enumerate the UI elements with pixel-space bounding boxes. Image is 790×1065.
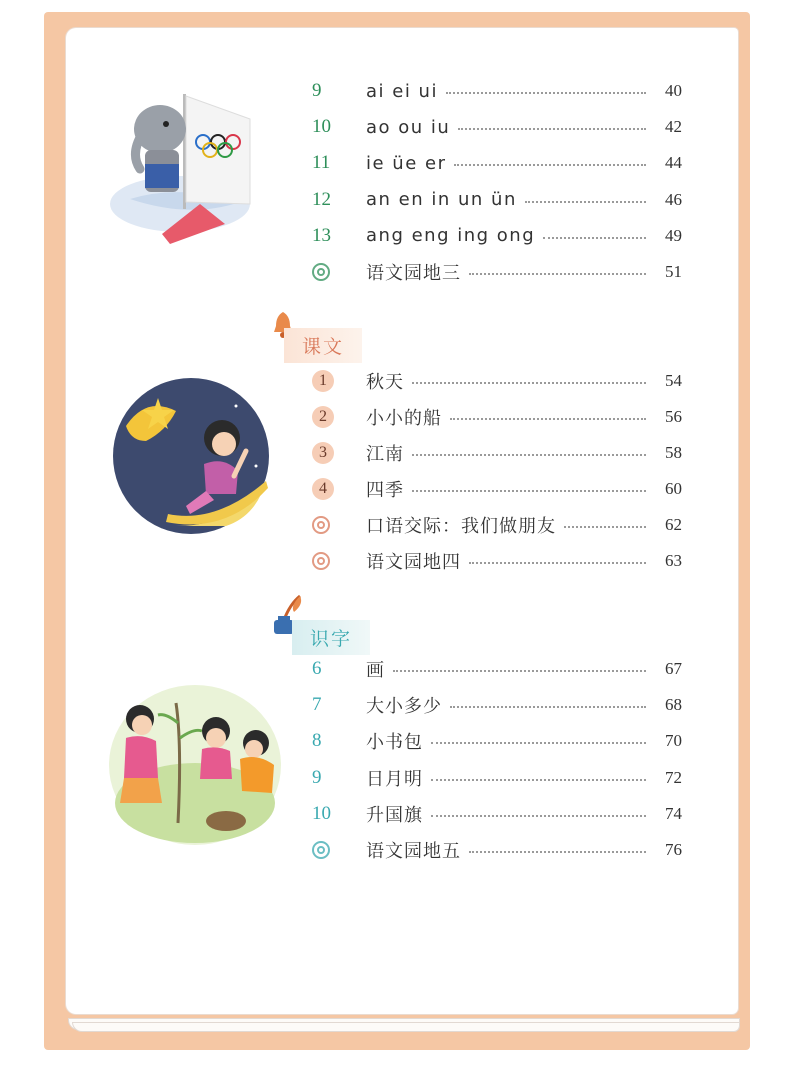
- toc-title: 江南: [366, 444, 404, 465]
- toc-row[interactable]: [312, 763, 682, 793]
- toc-row[interactable]: [312, 799, 682, 829]
- toc-page-number: 60: [665, 479, 682, 498]
- toc-row[interactable]: [312, 112, 682, 142]
- toc-title: ang eng ing ong: [366, 225, 536, 247]
- toc-number: 8: [312, 730, 322, 752]
- toc-page-number: 54: [665, 371, 682, 390]
- toc-number: [312, 370, 364, 392]
- toc-page-number: 62: [665, 515, 682, 534]
- section-label-shizi: 识字: [292, 620, 370, 655]
- toc-title: 秋天: [366, 372, 404, 393]
- dot-leader: [469, 273, 646, 275]
- toc-page-number: 63: [665, 551, 682, 570]
- toc-page-number: 58: [665, 443, 682, 462]
- dot-leader: [469, 562, 646, 564]
- toc-page-number: 70: [665, 731, 682, 751]
- double-circle-icon: [312, 263, 330, 281]
- toc-row[interactable]: [312, 402, 682, 432]
- toc-page-number: 76: [665, 840, 682, 859]
- toc-row[interactable]: [312, 221, 682, 251]
- toc-page-number: 67: [665, 659, 682, 678]
- toc-number: [312, 442, 364, 464]
- toc-row[interactable]: [312, 654, 682, 684]
- dot-leader: [543, 237, 646, 239]
- toc-title: ao ou iu: [366, 116, 451, 138]
- dot-leader: [431, 779, 646, 781]
- number-badge: 4: [312, 478, 334, 500]
- toc-title: 语文园地四: [366, 552, 461, 573]
- double-circle-icon: [312, 552, 330, 570]
- toc-page-number: 74: [665, 803, 682, 823]
- toc-row[interactable]: [312, 438, 682, 468]
- elephant-sailboat-illustration: [100, 84, 270, 244]
- number-badge: 3: [312, 442, 334, 464]
- number-badge: 2: [312, 406, 334, 428]
- toc-title: 语文园地三: [366, 263, 461, 284]
- toc-title: 大小多少: [366, 696, 442, 718]
- toc-page-number: 49: [665, 225, 682, 245]
- section-label-kewen: 课文: [284, 328, 362, 363]
- toc-number: 10: [312, 116, 331, 138]
- toc-row[interactable]: [312, 366, 682, 396]
- toc-title: 四季: [366, 480, 404, 501]
- dot-leader: [412, 382, 646, 384]
- double-circle-icon: [312, 516, 330, 534]
- toc-number: 9: [312, 766, 322, 788]
- toc-number: [312, 478, 364, 500]
- toc-title: 语文园地五: [366, 841, 461, 862]
- toc-title: 小小的船: [366, 408, 442, 429]
- dot-leader: [412, 490, 646, 492]
- toc-number: 7: [312, 694, 322, 716]
- moon-girl-illustration: [106, 376, 276, 536]
- dot-leader: [412, 454, 646, 456]
- dot-leader: [454, 164, 646, 166]
- toc-title: 小书包: [366, 732, 423, 754]
- toc-page-number: 56: [665, 407, 682, 426]
- toc-number: 12: [312, 188, 331, 210]
- children-planting-illustration: [106, 683, 284, 848]
- dot-leader: [564, 526, 646, 528]
- toc-page-number: 51: [665, 262, 682, 281]
- toc-row[interactable]: [312, 510, 682, 540]
- toc-number: [312, 552, 364, 570]
- dot-leader: [393, 670, 646, 672]
- toc-number: 11: [312, 152, 331, 174]
- toc-row[interactable]: [312, 835, 682, 865]
- dot-leader: [431, 815, 646, 817]
- toc-number: 13: [312, 224, 331, 246]
- toc-title: 画: [366, 660, 385, 681]
- toc-row[interactable]: [312, 148, 682, 178]
- dot-leader: [450, 418, 646, 420]
- toc-row[interactable]: [312, 474, 682, 504]
- toc-page-number: 40: [665, 81, 682, 100]
- dot-leader: [450, 706, 646, 708]
- double-circle-icon: [312, 841, 330, 859]
- dot-leader: [458, 128, 646, 130]
- toc-number: [312, 841, 364, 859]
- toc-page-number: 72: [665, 767, 682, 787]
- toc-number: 6: [312, 658, 322, 679]
- toc-page-number: 46: [665, 189, 682, 209]
- dot-leader: [525, 201, 646, 203]
- toc-title: an en in un ün: [366, 189, 517, 211]
- dot-leader: [431, 742, 646, 744]
- toc-number: 9: [312, 80, 322, 101]
- toc-row[interactable]: [312, 690, 682, 720]
- toc-number: [312, 516, 364, 534]
- toc-page-number: 44: [665, 153, 682, 173]
- toc-row[interactable]: [312, 726, 682, 756]
- dot-leader: [469, 851, 646, 853]
- toc-title: ai ei ui: [366, 80, 438, 102]
- toc-page-number: 68: [665, 695, 682, 715]
- toc-row[interactable]: [312, 257, 682, 287]
- toc-title: 升国旗: [366, 804, 423, 826]
- toc-page-number: 42: [665, 117, 682, 137]
- toc-row[interactable]: [312, 76, 682, 106]
- toc-title: ie üe er: [366, 152, 447, 174]
- toc-row[interactable]: [312, 546, 682, 576]
- dot-leader: [446, 92, 646, 94]
- toc-title: 日月明: [366, 768, 423, 790]
- number-badge: 1: [312, 370, 334, 392]
- toc-number: 10: [312, 802, 331, 824]
- toc-row[interactable]: [312, 185, 682, 215]
- toc-number: [312, 406, 364, 428]
- toc-number: [312, 263, 364, 281]
- toc-title: 口语交际：我们做朋友: [366, 516, 556, 537]
